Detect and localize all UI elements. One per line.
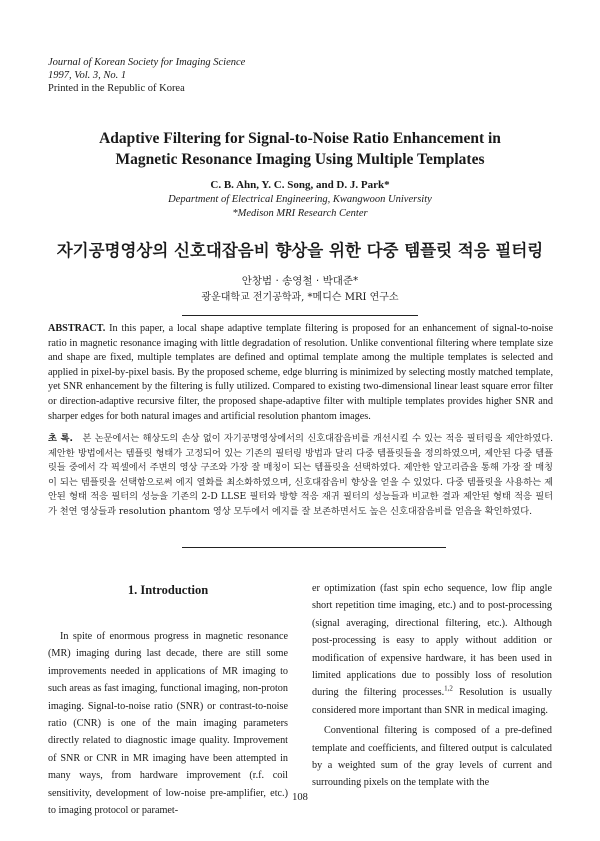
korean-affiliation: 광운대학교 전기공학과, *메디슨 MRI 연구소 [201, 292, 399, 303]
journal-name: Journal of Korean Society for Imaging Science [48, 57, 246, 68]
column-right [312, 580, 552, 792]
divider-bottom [182, 547, 446, 548]
paper-title [40, 128, 560, 170]
section-title: 1. Introduction [127, 583, 209, 597]
citation-ref: 1,2 [444, 685, 453, 694]
affiliation-1: Department of Electrical Engineering, Kwangwoon University [168, 194, 432, 205]
paper-title-line-1: Adaptive Filtering for Signal-to-Noise Ratio Enhancement in [99, 130, 501, 147]
korean-title: 자기공명영상의 신호대잡음비 향상을 위한 다중 템플릿 적응 필터링 [56, 241, 544, 260]
affiliations [40, 193, 560, 221]
page-number: 108 [292, 792, 308, 803]
intro-paragraph-2: Conventional filtering is composed of a pre-defined template and coefficients, and filtered output is calculated by a weighted sum of the gray levels of current and surrounding pixels on the template with the [312, 725, 552, 789]
intro-paragraph-continued [312, 580, 552, 719]
korean-abstract-label: 초 록. [48, 433, 73, 444]
divider-top [182, 315, 418, 316]
abstract [48, 322, 553, 424]
korean-author-list: 안창범 · 송영철 · 박대준* [241, 275, 359, 287]
affiliation-2: *Medison MRI Research Center [232, 208, 368, 219]
korean-abstract [48, 432, 553, 520]
intro-paragraph-continued-tail: Resolution is usually considered more important than SNR in medical imaging. [312, 687, 553, 716]
korean-abstract-text: 본 논문에서는 해상도의 손상 없이 자기공명영상에서의 신호대잡음비를 개선시킬 수 있는 적응 필터링을 제안하였다. 제안한 방법에서는 템플릿 형태가 고정되어 있는 기존의 필터링 방법과 달리 다중 템플릿들을 정의하였으며, 제안된 다중 템플릿들 중에서 각 픽셀에서 주변의 영상 구조와 가장 잘 매칭이 되는 템플릿을 선택하였다. 제안한 알고리즘을 통해 가장 잘 매칭이 되는 템플릿을 선택함으로써 에지 열화를 최소화하였으며, 신호대잡음비 향상을 얻을 수 있었다. 다중 템플릿을 사용하는 제안된 형태 적응 필터의 성능을 기존의 2-D LLSE 필터와 방향 적응 재귀 필터의 성능들과 비교한 결과 제안된 형태 적응 필터가 천연 영상들과 resolution phantom 영상 모두에서 에지를 잘 보존하면서도 높은 신호대잡음비를 얻음을 확인하였다. [48, 433, 553, 517]
abstract-label: ABSTRACT. [48, 323, 106, 334]
column-left [48, 582, 288, 819]
intro-paragraph-1: In spite of enormous progress in magnetic resonance (MR) imaging during last decade, there are still some improvements needed in applications of MR imaging to such areas as fast imaging, functional imaging, non-proton imaging. Signal-to-noise ratio (SNR) or contrast-to-noise ratio (CNR) is one of the main imaging parameters directly related to diagnostic image quality. Improvement of SNR or CNR in MR imaging have been attempted in many ways, from hardware improvement (r.f. coil sensitivity, development of low-noise pre-amplifier, etc.) to imaging protocol or paramet- [48, 631, 288, 817]
printed-line: Printed in the Republic of Korea [48, 83, 185, 94]
intro-paragraph-continued-text: er optimization (fast spin echo sequence, low flip angle short repetition time imaging, etc.) and to post-processing (signal averaging, directional filtering, etc.). Although post-processing is easy to apply without addition or modification of expensive hardware, it has been used in limited applications due to possibly loss of resolution during the filtering processes. [312, 583, 552, 699]
abstract-text: In this paper, a local shape adaptive template filtering is proposed for an enhancement of signal-to-noise ratio in magnetic resonance imaging with little degradation of resolution. Unlike conventional filtering where template size and shape are fixed, multiple templates are defined and optimal template among the multiple templates is selected and applied in pixel-by-pixel basis. By the proposed scheme, edge blurring is minimized by selecting mostly matched template, yet SNR enhancement by the filtering is fully utilized. Compared to existing two-dimensional linear least square error filter or direction-adaptive recursive filter, the proposed shape-adaptive filter with multiple templates provides higher SNR and sharper edges for both natural images and artificial resolution phantom images. [48, 323, 553, 422]
author-list: C. B. Ahn, Y. C. Song, and D. J. Park* [210, 179, 390, 191]
paper-title-line-2: Magnetic Resonance Imaging Using Multiple Templates [115, 151, 485, 168]
journal-header [48, 56, 245, 95]
journal-volume: 1997, Vol. 3, No. 1 [48, 70, 127, 81]
